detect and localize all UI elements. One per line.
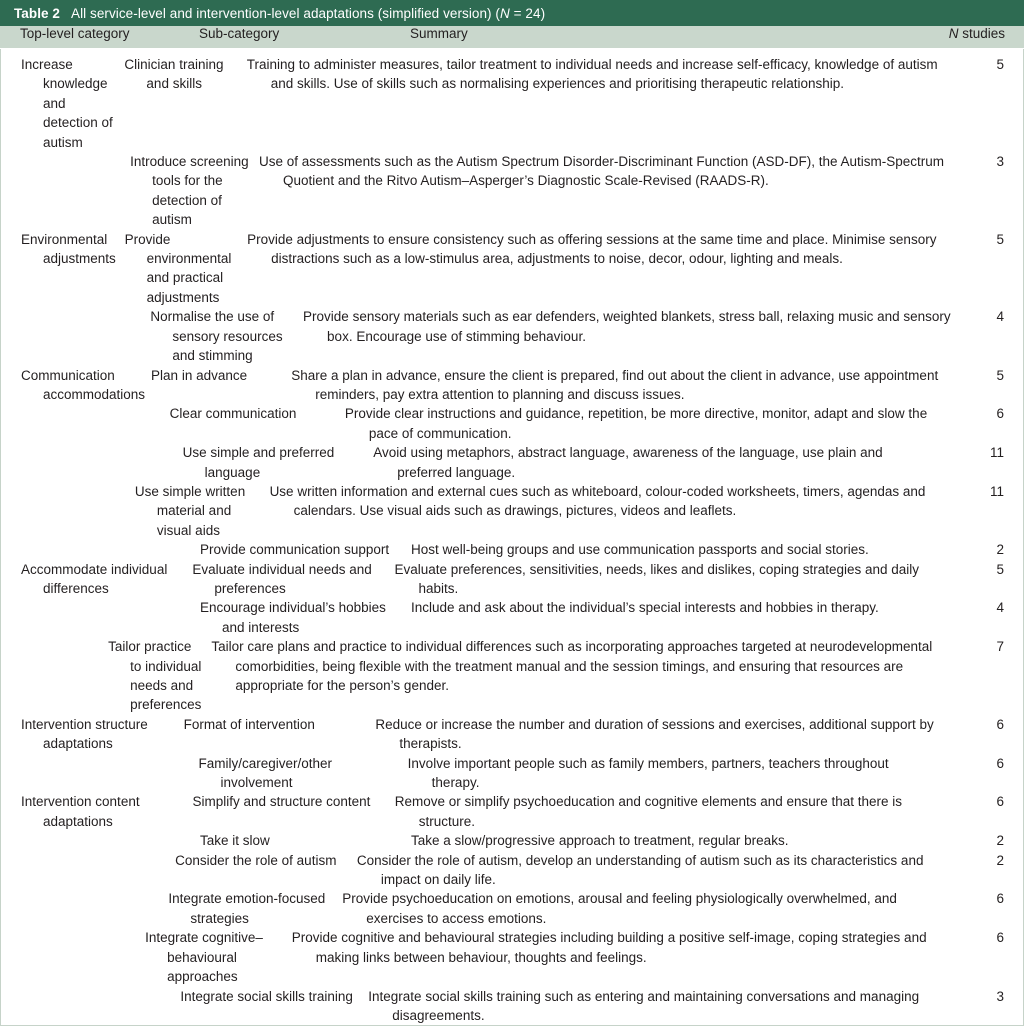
cell-summary <box>375 715 950 754</box>
n-studies-value: 3 <box>996 988 1004 1004</box>
table-row <box>1 851 1023 890</box>
table-number: Table 2 <box>14 5 60 21</box>
cell-n-studies <box>956 889 1023 908</box>
column-header-n-studies-rest: studies <box>958 26 1005 41</box>
n-studies-value: 5 <box>996 561 1004 577</box>
sub-category-text: Simplify and structure content <box>192 794 371 810</box>
cell-sub-category <box>108 637 211 715</box>
sub-category-text: Integrate emotion-focused strategies <box>168 891 326 926</box>
cell-n-studies <box>971 55 1023 74</box>
column-header-sub-category-label: Sub-category <box>199 26 280 41</box>
cell-n-studies <box>948 792 1023 811</box>
cell-n-studies <box>945 540 1023 559</box>
summary-text: Avoid using metaphors, abstract language, awareness of the language, use plain and preferred language. <box>373 445 883 480</box>
cell-summary <box>270 482 968 521</box>
cell-summary <box>357 851 954 890</box>
summary-text: Integrate social skills training such as entering and maintaining conversations and managing disagreements. <box>368 988 920 1023</box>
n-studies-value: 4 <box>996 600 1004 616</box>
cell-n-studies <box>951 443 1023 462</box>
cell-sub-category <box>125 230 248 308</box>
column-header-summary-label: Summary <box>410 26 468 41</box>
table-caption-text-b: = 24) <box>509 5 546 21</box>
cell-sub-category <box>200 598 411 637</box>
column-header-sub-category <box>199 26 410 41</box>
table-row <box>1 598 1023 637</box>
sub-category-text: Provide communication support <box>200 542 390 558</box>
cell-n-studies <box>966 366 1023 385</box>
cell-sub-category <box>175 851 357 870</box>
sub-category-text: Normalise the use of sensory resources and stimming <box>150 309 283 364</box>
cell-summary <box>411 831 945 850</box>
table-row <box>1 482 1023 540</box>
cell-sub-category <box>145 928 292 986</box>
n-studies-value: 2 <box>996 542 1004 558</box>
cell-top-level-category <box>1 560 192 599</box>
cell-n-studies <box>976 637 1023 656</box>
sub-category-text: Tailor practice to individual needs and preferences <box>108 639 202 713</box>
sub-category-text: Take it slow <box>200 833 270 849</box>
table-row <box>1 637 1023 715</box>
cell-summary <box>342 889 955 928</box>
table-title-bar <box>0 0 1024 26</box>
table-caption <box>71 6 545 21</box>
cell-sub-category <box>200 540 411 559</box>
cell-n-studies <box>948 560 1023 579</box>
n-studies-value: 11 <box>989 445 1004 461</box>
table-row <box>1 307 1023 365</box>
summary-text: Host well-being groups and use communication passports and social stories. <box>411 542 869 558</box>
cell-top-level-category <box>1 55 124 152</box>
n-studies-value: 7 <box>996 639 1004 655</box>
top-level-category-text: Accommodate individual differences <box>21 561 168 596</box>
cell-summary <box>395 792 948 831</box>
sub-category-text: Integrate cognitive–behavioural approaches <box>145 930 263 985</box>
cell-summary <box>292 928 964 967</box>
cell-summary <box>345 404 956 443</box>
summary-text: Provide psychoeducation on emotions, arousal and feeling physiologically overwhelmed, and exercises to access emotions. <box>342 891 897 926</box>
cell-sub-category <box>184 715 376 734</box>
cell-n-studies <box>953 851 1023 870</box>
n-studies-value: 3 <box>996 154 1004 170</box>
table-row <box>1 987 1023 1026</box>
cell-summary <box>303 307 962 346</box>
summary-text: Take a slow/progressive approach to treatment, regular breaks. <box>411 833 789 849</box>
cell-n-studies <box>945 831 1023 850</box>
sub-category-text: Provide environmental and practical adjustments <box>124 231 232 305</box>
cell-summary <box>408 754 946 793</box>
column-header-top-level-category <box>0 26 199 41</box>
n-studies-value: 5 <box>996 367 1004 383</box>
sub-category-text: Evaluate individual needs and preferences <box>192 561 372 596</box>
cell-summary <box>394 560 947 599</box>
sub-category-text: Clinician training and skills <box>124 57 224 92</box>
cell-summary <box>247 230 971 269</box>
n-studies-value: 6 <box>996 755 1004 771</box>
cell-n-studies <box>946 754 1023 773</box>
cell-sub-category <box>192 560 394 599</box>
table-row <box>1 715 1023 754</box>
table-row <box>1 366 1023 405</box>
top-level-category-text: Intervention structure adaptations <box>21 716 148 752</box>
top-level-category-text: Increase knowledge and detection of autism <box>21 57 113 150</box>
table-row <box>1 540 1023 559</box>
cell-sub-category <box>124 55 246 94</box>
summary-text: Remove or simplify psychoeducation and cognitive elements and ensure that there is structure. <box>394 794 903 829</box>
summary-text: Reduce or increase the number and duration of sessions and exercises, additional support by therapists. <box>375 716 934 752</box>
cell-top-level-category <box>1 230 125 269</box>
table-row <box>1 443 1023 482</box>
cell-n-studies <box>955 404 1023 423</box>
table-caption-italic-n: N <box>500 5 510 21</box>
cell-summary <box>291 366 965 405</box>
cell-sub-category <box>180 987 368 1006</box>
cell-sub-category <box>198 754 407 793</box>
cell-summary <box>259 152 969 191</box>
cell-n-studies <box>964 928 1023 947</box>
sub-category-text: Use simple and preferred language <box>182 445 335 480</box>
cell-sub-category <box>183 443 374 482</box>
summary-text: Involve important people such as family members, partners, teachers throughout therapy. <box>407 755 889 791</box>
column-header-top-level-category-label: Top-level category <box>20 26 130 41</box>
table-row <box>1 404 1023 443</box>
table-row <box>1 152 1023 230</box>
top-level-category-text: Intervention content adaptations <box>21 794 140 829</box>
table-row <box>1 889 1023 928</box>
column-header-n-studies-italic: N <box>948 26 959 41</box>
sub-category-text: Encourage individual’s hobbies and interests <box>200 600 386 635</box>
cell-summary <box>368 987 951 1026</box>
n-studies-value: 6 <box>996 716 1004 732</box>
table-row <box>1 754 1023 793</box>
cell-n-studies <box>952 987 1023 1006</box>
sub-category-text: Format of intervention <box>183 716 315 732</box>
cell-top-level-category <box>1 715 184 754</box>
summary-text: Use written information and external cues such as whiteboard, colour-coded worksheets, timers, agendas and calendars. Use visual aids such as drawings, pictures, videos and leaflets. <box>269 483 926 519</box>
summary-text: Provide sensory materials such as ear defenders, weighted blankets, stress ball, relaxing music and sensory box. Encourage use of stimming behaviour. <box>303 309 951 344</box>
summary-text: Tailor care plans and practice to individual differences such as incorporating approaches targeted at neurodevelopmental comorbidities, being flexible with the treatment manual and the session timings, and ensuring that resources are appropriate for the person’s gender. <box>211 639 933 693</box>
cell-summary <box>411 540 945 559</box>
top-level-category-text: Communication accommodations <box>21 367 146 402</box>
n-studies-value: 4 <box>996 309 1004 325</box>
cell-sub-category <box>200 831 411 850</box>
summary-text: Provide cognitive and behavioural strategies including building a positive self-image, coping strategies and making links between behaviour, thoughts and feelings. <box>291 930 927 965</box>
summary-text: Include and ask about the individual’s special interests and hobbies in therapy. <box>411 600 879 616</box>
cell-sub-category <box>151 366 291 385</box>
cell-sub-category <box>135 482 270 540</box>
n-studies-value: 11 <box>990 483 1005 499</box>
summary-text: Share a plan in advance, ensure the client is prepared, find out about the client in advance, use appointment reminders, pay extra attention to planning and discuss issues. <box>291 367 939 402</box>
cell-n-studies <box>962 307 1023 326</box>
table-row <box>1 560 1023 599</box>
cell-top-level-category <box>1 792 193 831</box>
sub-category-text: Plan in advance <box>151 367 248 383</box>
top-level-category-text: Environmental adjustments <box>21 231 116 267</box>
cell-summary <box>411 598 945 617</box>
summary-text: Consider the role of autism, develop an understanding of autism such as its characteristics and impact on daily life. <box>356 852 924 888</box>
n-studies-value: 5 <box>996 231 1004 247</box>
summary-text: Provide clear instructions and guidance, repetition, be more directive, monitor, adapt and slow the pace of communication. <box>344 406 928 441</box>
cell-top-level-category <box>1 366 151 405</box>
cell-sub-category <box>193 792 395 811</box>
summary-text: Evaluate preferences, sensitivities, needs, likes and dislikes, coping strategies and daily habits. <box>394 561 920 596</box>
cell-n-studies <box>951 715 1023 734</box>
table-row <box>1 831 1023 850</box>
table-caption-text-a: All service-level and intervention-level adaptations (simplified version) ( <box>71 5 500 21</box>
column-header-row <box>0 26 1024 49</box>
cell-summary <box>373 443 951 482</box>
cell-sub-category <box>168 889 342 928</box>
cell-n-studies <box>969 152 1023 171</box>
sub-category-text: Family/caregiver/other involvement <box>198 755 333 791</box>
sub-category-text: Integrate social skills training <box>180 988 353 1004</box>
summary-text: Provide adjustments to ensure consistency such as offering sessions at the same time and place. Minimise sensory distractions such as a low-stimulus area, adjustments to noise, decor, odour, lighting and meals. <box>247 231 937 267</box>
sub-category-text: Introduce screening tools for the detection of autism <box>130 154 249 228</box>
sub-category-text: Consider the role of autism <box>175 852 337 868</box>
cell-sub-category <box>130 152 259 230</box>
cell-sub-category <box>170 404 345 423</box>
table-row <box>1 230 1023 308</box>
cell-n-studies <box>971 230 1023 249</box>
cell-summary <box>247 55 971 94</box>
n-studies-value: 6 <box>996 794 1005 810</box>
cell-sub-category <box>150 307 303 365</box>
column-header-summary <box>410 26 946 41</box>
sub-category-text: Use simple written material and visual aids <box>134 483 246 538</box>
table-body <box>0 49 1024 1026</box>
sub-category-text: Clear communication <box>169 406 297 422</box>
n-studies-value: 2 <box>996 833 1004 849</box>
n-studies-value: 6 <box>996 930 1004 946</box>
n-studies-value: 2 <box>996 852 1004 868</box>
cell-summary <box>211 637 976 695</box>
table-row <box>1 928 1023 986</box>
table-row <box>1 792 1023 831</box>
summary-text: Use of assessments such as the Autism Spectrum Disorder-Discriminant Function (ASD-DF), the Autism-Spectrum Quotient and the Ritvo Autism–Asperger’s Diagnostic Scale-Revised (RAADS-R). <box>259 154 944 189</box>
summary-text: Training to administer measures, tailor treatment to individual needs and increase self-efficacy, knowledge of autism and skills. Use of skills such as normalising experiences and prioritising therapeutic relationship. <box>246 57 938 92</box>
n-studies-value: 6 <box>996 891 1004 907</box>
cell-n-studies <box>945 598 1023 617</box>
table-row <box>1 55 1023 152</box>
column-header-n-studies <box>946 26 1024 41</box>
cell-n-studies <box>967 482 1023 501</box>
n-studies-value: 5 <box>996 57 1004 72</box>
n-studies-value: 6 <box>996 406 1004 422</box>
